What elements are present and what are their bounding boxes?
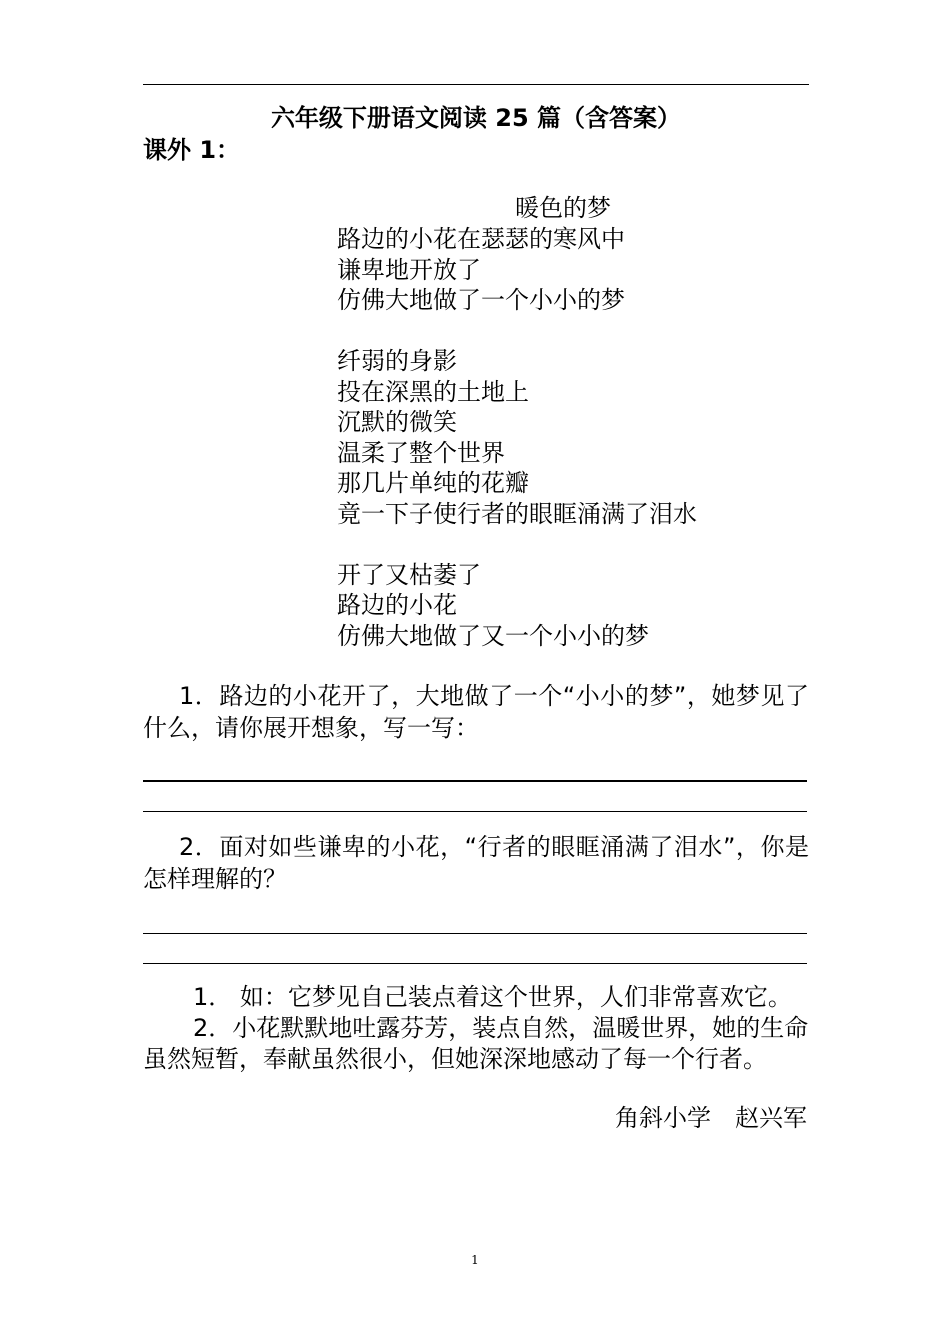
answer-blank-line: [143, 780, 807, 782]
poem-line: 那几片单纯的花瓣: [337, 469, 529, 497]
section-label: 课外 1：: [143, 136, 241, 164]
answer-blank-line: [143, 811, 807, 812]
poem-line: 仿佛大地做了又一个小小的梦: [337, 621, 649, 650]
poem-line: 路边的小花在瑟瑟的寒风中: [337, 225, 625, 253]
poem-body: [337, 224, 697, 651]
question-2: 2．面对如些谦卑的小花，“行者的眼眶涌满了泪水”，你是怎样理解的？: [143, 833, 809, 893]
answer-blank-line: [143, 963, 807, 964]
poem-line: 开了又枯萎了: [337, 560, 481, 589]
answer-blank-line: [143, 933, 807, 934]
poem-line: 温柔了整个世界: [337, 438, 505, 467]
poem-line: 仿佛大地做了一个小小的梦: [337, 286, 625, 314]
stanza-gap: [337, 529, 697, 560]
poem-title: 暖色的梦: [515, 194, 611, 222]
poem-line: 投在深黑的土地上: [337, 377, 529, 406]
page-number: 1: [471, 1253, 479, 1267]
header-rule: [143, 84, 809, 85]
question-1: 1．路边的小花开了，大地做了一个“小小的梦”，她梦见了什么，请你展开想象，写一写：: [143, 682, 809, 742]
answer-1: 1． 如：它梦见自己装点着这个世界，人们非常喜欢它。: [193, 983, 792, 1011]
poem-line: 谦卑地开放了: [337, 255, 481, 284]
author-signature: 角斜小学 赵兴军: [615, 1104, 807, 1132]
answer-2: 2．小花默默地吐露芬芳，装点自然，温暖世界，她的生命虽然短暂，奉献虽然很小，但她深深地感动了每一个行者。: [143, 1014, 809, 1073]
poem-line: 竟一下子使行者的眼眶涌满了泪水: [337, 499, 697, 528]
poem-line: 沉默的微笑: [337, 408, 457, 436]
stanza-gap: [337, 316, 697, 347]
document-title: 六年级下册语文阅读 25 篇（含答案）: [270, 104, 682, 132]
poem-line: 路边的小花: [337, 591, 457, 619]
poem-line: 纤弱的身影: [337, 347, 457, 375]
